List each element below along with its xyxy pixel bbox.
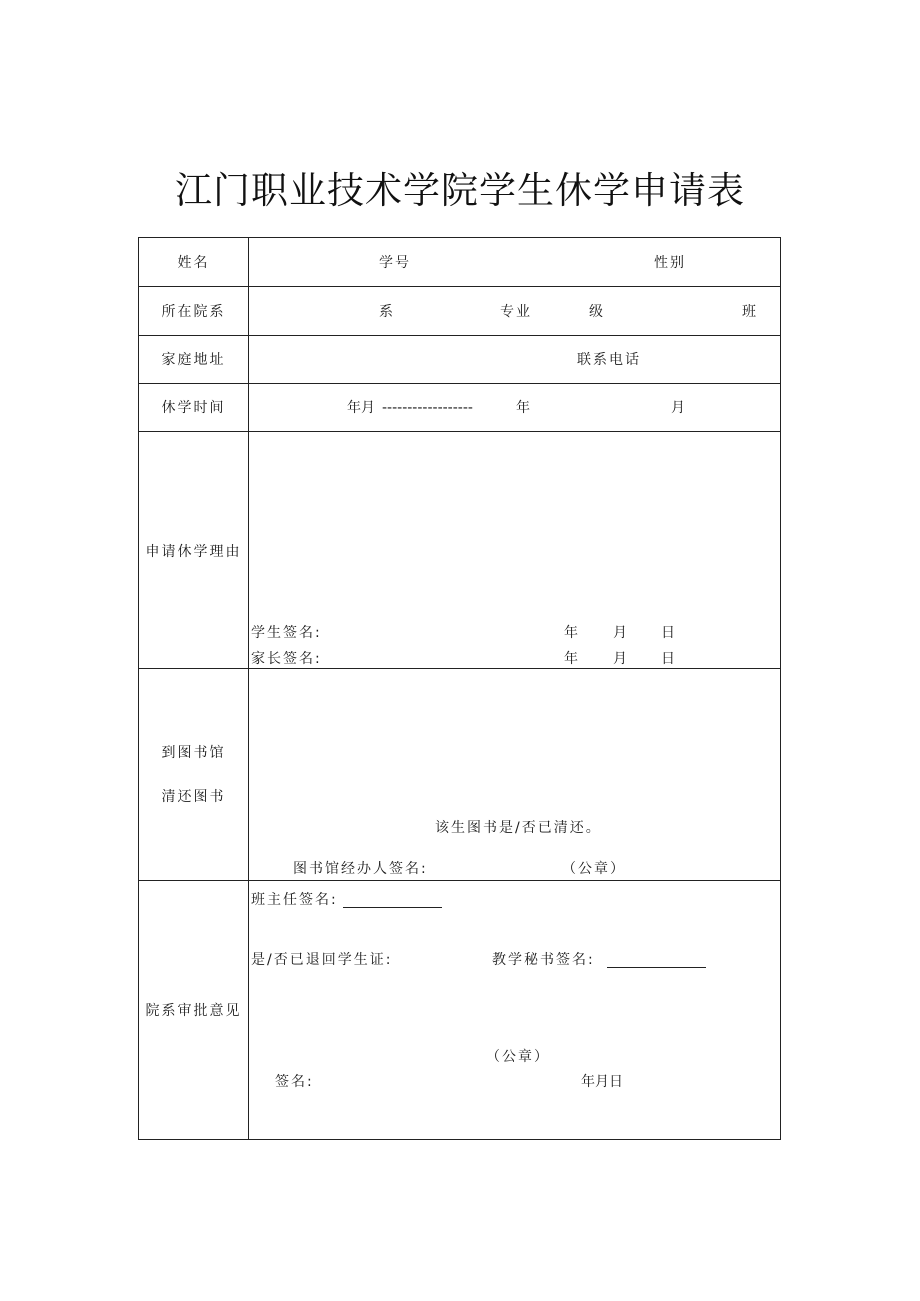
home-address-label: 家庭地址 — [161, 352, 226, 368]
head-teacher-signature-line — [343, 907, 442, 908]
phone-label: 联系电话 — [577, 352, 641, 368]
secretary-signature-line — [607, 967, 706, 968]
approval-signature-label: 签名: — [275, 1074, 314, 1090]
period-from: 年月 — [347, 400, 375, 416]
parent-sign-month: 月 — [613, 651, 629, 667]
row-divider — [139, 335, 780, 336]
application-form-table — [138, 237, 781, 1140]
name-label: 姓名 — [177, 255, 210, 271]
reason-label: 申请休学理由 — [145, 544, 242, 560]
dept-suffix: 系 — [379, 304, 395, 320]
suspension-period-label: 休学时间 — [161, 400, 226, 416]
class-suffix: 班 — [742, 304, 758, 320]
parent-sign-year: 年 — [564, 651, 580, 667]
row-divider — [139, 431, 780, 432]
page-title: 江门职业技术学院学生休学申请表 — [175, 169, 745, 212]
library-label-line2: 清还图书 — [161, 789, 226, 805]
student-signature-label: 学生签名: — [251, 625, 322, 641]
library-handler-signature-label: 图书馆经办人签名: — [293, 861, 428, 877]
student-sign-month: 月 — [613, 625, 629, 641]
library-return-status: 该生图书是/否已清还。 — [435, 820, 602, 836]
approval-seal: （公章） — [486, 1049, 550, 1065]
grade-suffix: 级 — [589, 304, 605, 320]
row-divider — [139, 880, 780, 881]
student-sign-year: 年 — [564, 625, 580, 641]
row-divider — [139, 383, 780, 384]
period-dash: ------------------ — [382, 400, 473, 416]
parent-signature-label: 家长签名: — [251, 651, 322, 667]
gender-label: 性别 — [654, 255, 686, 271]
head-teacher-signature-label: 班主任签名: — [251, 892, 338, 908]
student-sign-day: 日 — [661, 625, 677, 641]
approval-label: 院系审批意见 — [145, 1003, 242, 1019]
approval-date: 年月日 — [581, 1074, 623, 1090]
period-to-year: 年 — [516, 400, 532, 416]
department-label: 所在院系 — [161, 304, 226, 320]
library-seal: （公章） — [562, 861, 626, 877]
student-id-label: 学号 — [379, 255, 411, 271]
parent-sign-day: 日 — [661, 651, 677, 667]
row-divider — [139, 668, 780, 669]
major-suffix: 专业 — [500, 304, 532, 320]
row-divider — [139, 286, 780, 287]
student-card-returned-label: 是/否已退回学生证: — [251, 952, 393, 968]
secretary-signature-label: 教学秘书签名: — [492, 952, 595, 968]
library-label-line1: 到图书馆 — [161, 745, 226, 761]
label-column-divider — [248, 238, 249, 1139]
period-to-month: 月 — [671, 400, 687, 416]
